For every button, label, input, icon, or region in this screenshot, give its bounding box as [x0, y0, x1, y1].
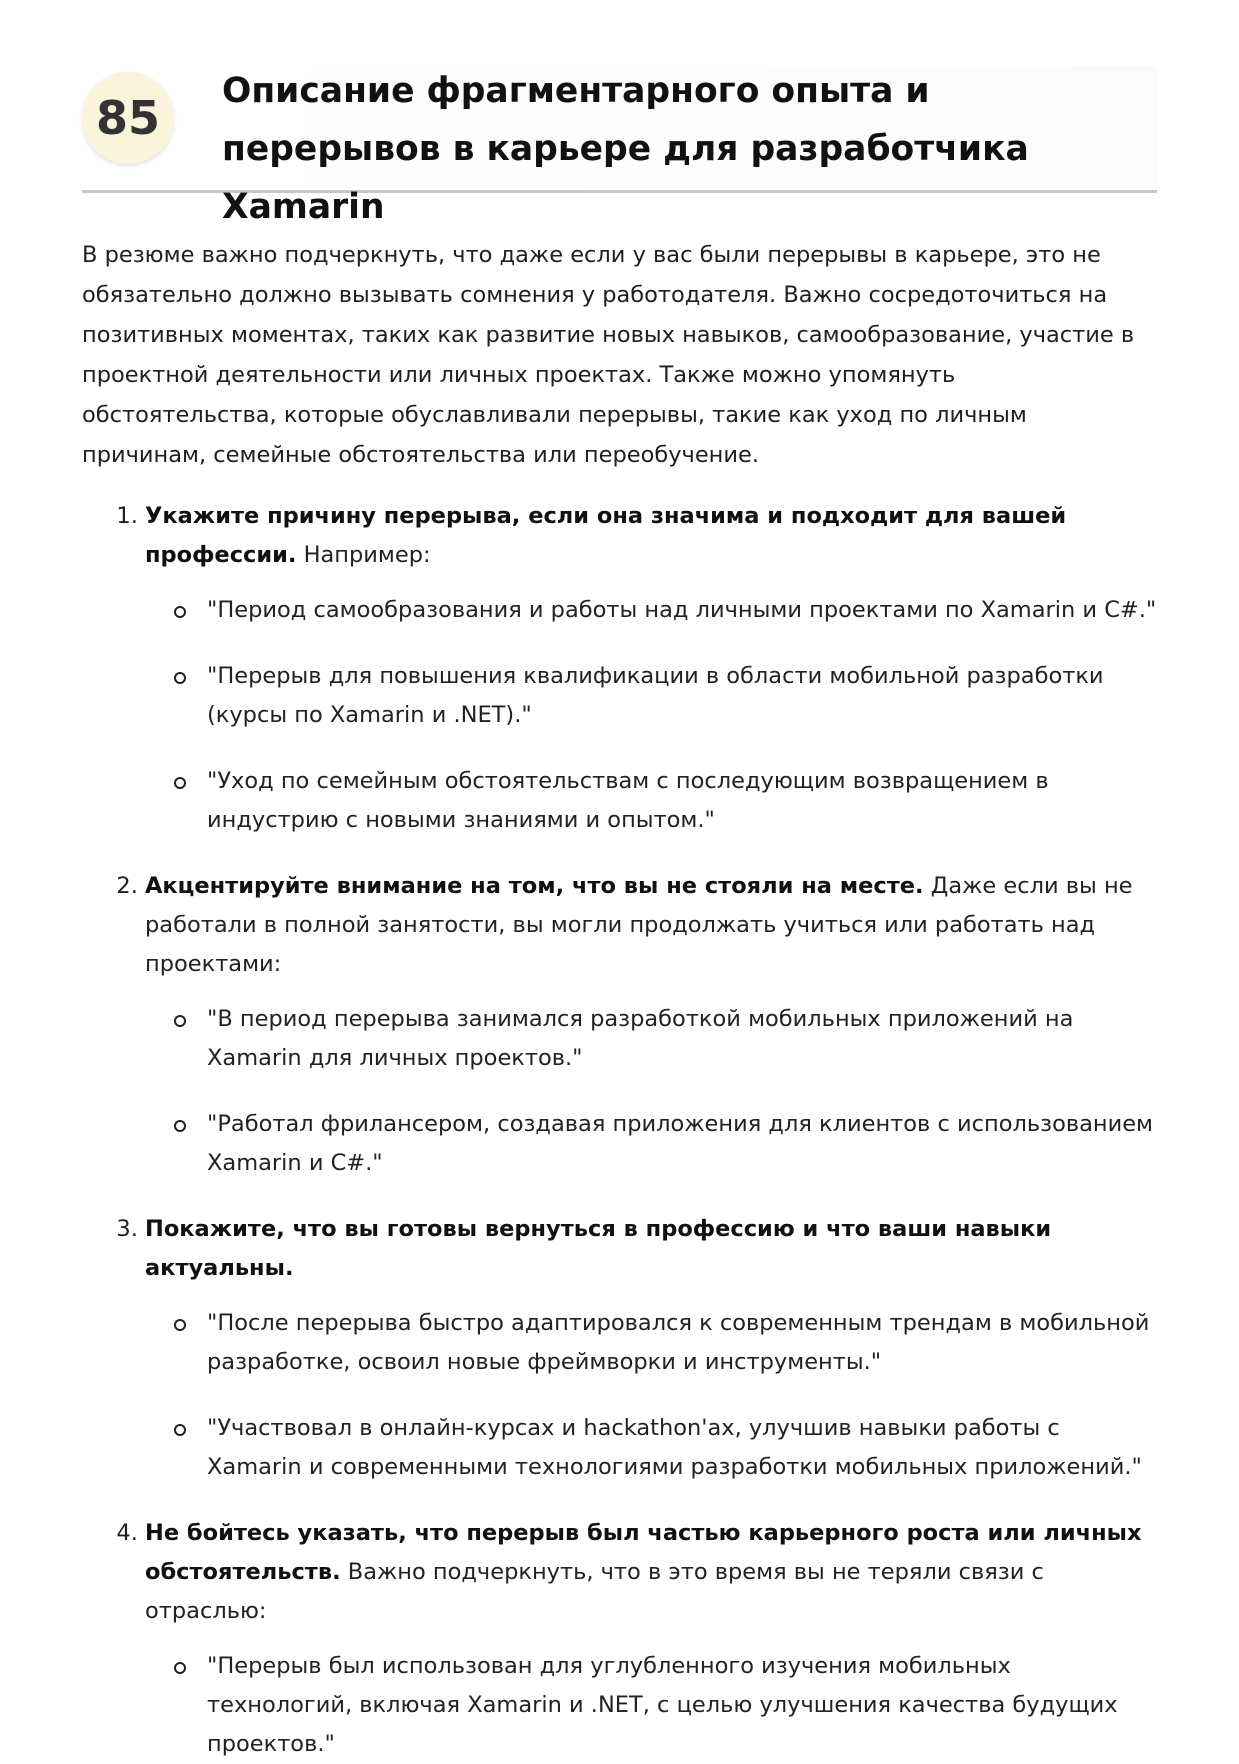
step-lead: Не бойтесь указать, что перерыв был частью карьерного роста или личных обстоятельств.	[145, 1520, 1142, 1585]
step-text: Например:	[296, 542, 431, 568]
step-lead: Акцентируйте внимание на том, что вы не стояли на месте.	[145, 873, 924, 899]
circle-bullet-icon	[174, 777, 186, 789]
step-lead: Укажите причину перерыва, если она значима и подходит для вашей профессии.	[145, 503, 1067, 568]
section-number-badge: 85	[82, 72, 174, 164]
example-text: "Работал фрилансером, создавая приложения для клиентов с использованием Xamarin и C#."	[207, 1111, 1154, 1176]
examples-list	[145, 1000, 1157, 1183]
intro-paragraph: В резюме важно подчеркнуть, что даже если у вас были перерывы в карьере, это не обязательно должно вызывать сомнения у работодателя. Важно сосредоточиться на позитивных моментах, таких как развитие новых навыков, самообразование, участие в проектной деятельности или личных проектах. Также можно упомянуть обстоятельства, которые обуславливали перерывы, такие как уход по личным причинам, семейные обстоятельства или переобучение.	[82, 242, 1135, 468]
step-item	[145, 1210, 1157, 1487]
step-item	[145, 867, 1157, 1183]
step-text: Даже если вы не работали в полной занятости, вы могли продолжать учиться или работать над проектами:	[145, 873, 1133, 977]
circle-bullet-icon	[174, 1120, 186, 1132]
example-item	[207, 1647, 1157, 1764]
circle-bullet-icon	[174, 1319, 186, 1331]
section-title: Описание фрагментарного опыта и перерывов в карьере для разработчика Xamarin	[222, 71, 1029, 227]
example-text: "Перерыв был использован для углубленного изучения мобильных технологий, включая Xamarin и .NET, с целью улучшения качества будущих проектов."	[207, 1653, 1118, 1757]
circle-bullet-icon	[174, 672, 186, 684]
example-text: "Уход по семейным обстоятельствам с последующим возвращением в индустрию с новыми знаниями и опытом."	[207, 768, 1049, 833]
example-item	[207, 762, 1157, 840]
example-text: "В период перерыва занимался разработкой мобильных приложений на Xamarin для личных проектов."	[207, 1006, 1074, 1071]
example-item	[207, 1000, 1157, 1078]
example-text: "Участвовал в онлайн-курсах и hackathon'ах, улучшив навыки работы с Xamarin и современными технологиями разработки мобильных приложений."	[207, 1415, 1142, 1480]
example-item	[207, 1105, 1157, 1183]
circle-bullet-icon	[174, 1015, 186, 1027]
examples-list	[145, 1304, 1157, 1487]
examples-list	[145, 591, 1157, 840]
example-item	[207, 657, 1157, 735]
example-text: "Перерыв для повышения квалификации в области мобильной разработки (курсы по Xamarin и .NET)."	[207, 663, 1104, 728]
circle-bullet-icon	[174, 606, 186, 618]
steps-list	[82, 497, 1157, 1764]
step-lead: Покажите, что вы готовы вернуться в профессию и что ваши навыки актуальны.	[145, 1216, 1052, 1281]
step-text: Важно подчеркнуть, что в это время вы не теряли связи с отраслью:	[145, 1559, 1044, 1624]
section-header	[82, 62, 1157, 227]
example-item	[207, 1409, 1157, 1487]
example-text: "После перерыва быстро адаптировался к современным трендам в мобильной разработке, освоил новые фреймворки и инструменты."	[207, 1310, 1150, 1375]
example-item	[207, 591, 1157, 630]
example-text: "Период самообразования и работы над личными проектами по Xamarin и C#."	[207, 597, 1157, 623]
examples-list	[145, 1647, 1157, 1764]
step-item	[145, 1514, 1157, 1764]
circle-bullet-icon	[174, 1424, 186, 1436]
example-item	[207, 1304, 1157, 1382]
circle-bullet-icon	[174, 1662, 186, 1674]
step-item	[145, 497, 1157, 840]
